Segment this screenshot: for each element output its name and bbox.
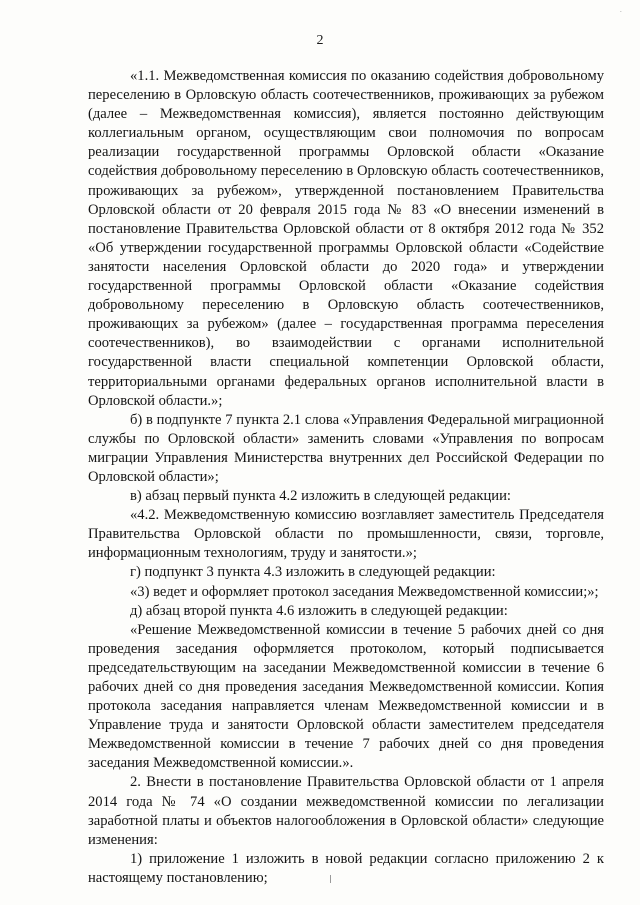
scan-artifact-line <box>330 875 331 883</box>
paragraph-v-clause-4-2-intro: в) абзац первый пункта 4.2 изложить в следующей редакции: <box>130 488 511 505</box>
paragraph-b-subclause-7: б) в подпункте 7 пункта 2.1 слова «Управления Федеральной миграционной службы по Орловской области» заменить словами «Управления по вопросам миграции Управления Министерства внутренних дел Российской Федерации по Орловской области»; <box>88 411 604 485</box>
paragraph-d-clause-4-6-intro: д) абзац второй пункта 4.6 изложить в следующей редакции: <box>130 602 508 619</box>
paragraph-2-1-appendix: 1) приложение 1 изложить в новой редакции согласно приложению 2 к настоящему постановлению; <box>88 850 604 886</box>
paragraph-4-3-text: «3) ведет и оформляет протокол заседания Межведомственной комиссии;»; <box>130 583 599 600</box>
paragraph-g-clause-4-3-intro: г) подпункт 3 пункта 4.3 изложить в следующей редакции: <box>130 564 496 581</box>
paragraph-1-1-commission-definition: «1.1. Межведомственная комиссия по оказанию содействия добровольному переселению в Орловскую область соотечественников, проживающих за рубежом (далее – Межведомственная комиссия), является постоянно действующим коллегиальным органом, осуществляющим свои полномочия по вопросам реализации государственной программы Орловской области «Оказание содействия добровольному переселению в Орловскую область соотечественников, проживающих за рубежом», утвержденной постановлением Правительства Орловской области от 20 февраля 2015 года № 83 «О внесении изменений в постановление Правительства Орловской области от 8 октября 2012 года № 352 «Об утверждении государственной программы Орловской области «Содействие занятости населения Орловской области до 2020 года» и утверждении государственной программы Орловской области «Оказание содействия добровольному переселению в Орловскую область соотечественников, проживающих за рубежом» (далее – государственная программа переселения соотечественников), во взаимодействии с органами исполнительной государственной власти специальной компетенции Орловской области, территориальными органами федеральных органов исполнительной власти в Орловской области.»; <box>88 68 604 409</box>
paragraph-4-2-text: «4.2. Межведомственную комиссию возглавляет заместитель Председателя Правительства Орловской области по промышленности, связи, торговле, информационным технологиям, труду и занятости.»; <box>88 507 604 562</box>
document-body <box>88 67 604 888</box>
page-number: 2 <box>316 33 324 48</box>
paragraph-4-6-text: «Решение Межведомственной комиссии в течение 5 рабочих дней со дня проведения заседания оформляется протоколом, который подписывается председательствующим на заседании Межведомственной комиссии в течение 6 рабочих дней со дня проведения заседания Межведомственной комиссии. Копия протокола заседания направляется членам Межведомственной комиссии и в Управление труда и занятости Орловской области заместителем председателя Межведомственной комиссии в течение 7 рабочих дней со дня проведения заседания Межведомственной комиссии.». <box>88 621 604 772</box>
paragraph-2-amendment: 2. Внести в постановление Правительства Орловской области от 1 апреля 2014 года № 74 «О создании межведомственной комиссии по легализации заработной платы и объектов налогообложения в Орловской области» следующие изменения: <box>88 774 604 848</box>
scan-corner-mark: · <box>619 8 622 16</box>
